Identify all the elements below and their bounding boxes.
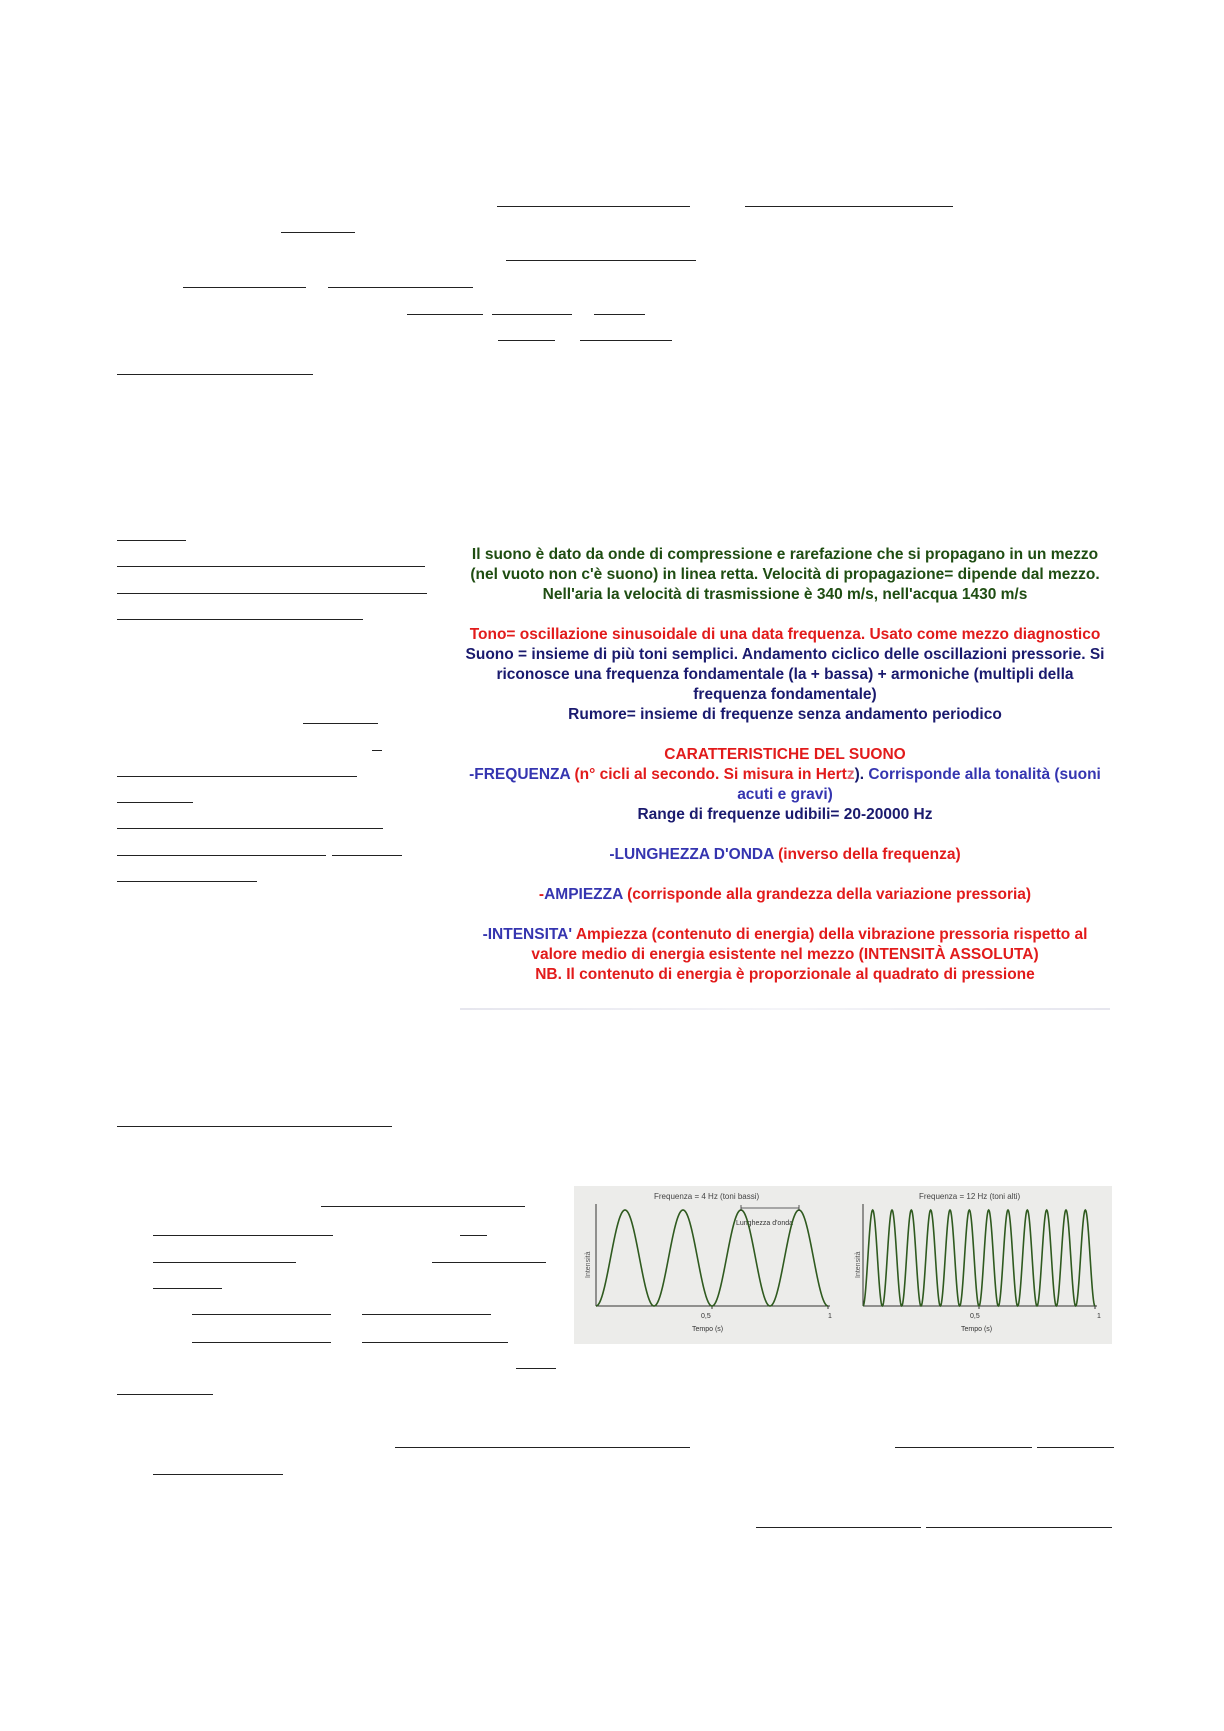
x-tick-mid: 0,5 xyxy=(701,1313,711,1320)
wave-figure xyxy=(574,1186,1112,1344)
int-def: Ampiezza (contenuto di energia) della vibrazione pressoria rispetto al valore medio di energia esistente nel mezzo (INTENSITÀ ASSOLUTA) xyxy=(531,926,1088,963)
y-axis-label: Intensità xyxy=(855,1251,862,1278)
redacted-line xyxy=(506,260,696,261)
freq-corr: Corrisponde alla tonalità (suoni acuti e gravi) xyxy=(737,766,1101,803)
slide-freq-range: Range di frequenze udibili= 20-20000 Hz xyxy=(637,806,933,823)
x-tick-end: 1 xyxy=(1097,1313,1101,1320)
slide-heading: CARATTERISTICHE DEL SUONO xyxy=(664,746,906,763)
slide-intensita xyxy=(460,925,1110,965)
lung-def: (inverso della frequenza) xyxy=(778,846,961,863)
slide-nb: NB. Il contenuto di energia è proporzionale al quadrato di pressione xyxy=(535,966,1035,983)
slide-suono: Suono = insieme di più toni semplici. Andamento ciclico delle oscillazioni pressorie. Si riconosce una frequenza fondamentale (la + bassa) + armoniche (multipli della frequenza fondamentale) xyxy=(465,646,1105,703)
sine-wave-series xyxy=(596,1210,828,1306)
redacted-line xyxy=(321,1206,525,1207)
x-axis-label: Tempo (s) xyxy=(692,1326,724,1333)
slide-bottom-edge xyxy=(460,1008,1110,1010)
redacted-line xyxy=(117,881,257,882)
redacted-line xyxy=(756,1527,921,1528)
redacted-line xyxy=(153,1288,222,1289)
sound-slide xyxy=(460,545,1110,1010)
redacted-line xyxy=(117,374,313,375)
freq-def: (n° cicli al secondo. Si misura in Hert xyxy=(574,766,847,783)
redacted-line xyxy=(192,1342,331,1343)
chart-title: Frequenza = 12 Hz (toni alti) xyxy=(919,1192,1021,1201)
redacted-line xyxy=(117,1394,213,1395)
chart-plot-area xyxy=(574,1186,839,1344)
slide-ampiezza xyxy=(460,885,1110,905)
redacted-line xyxy=(492,314,572,315)
lung-label: -LUNGHEZZA D'ONDA xyxy=(609,846,774,863)
redacted-line xyxy=(328,287,473,288)
redacted-line xyxy=(594,314,645,315)
x-axis-label: Tempo (s) xyxy=(961,1326,993,1333)
redacted-line xyxy=(117,593,427,594)
redacted-line xyxy=(580,340,672,341)
freq-def-z: z xyxy=(846,766,855,783)
redacted-line xyxy=(117,776,357,777)
amp-dash: - xyxy=(538,886,545,903)
int-label: -INTENSITA' xyxy=(482,926,573,943)
redacted-line xyxy=(332,855,402,856)
redacted-line xyxy=(745,206,953,207)
redacted-line xyxy=(895,1447,1032,1448)
chart-low-frequency xyxy=(574,1186,839,1344)
redacted-line xyxy=(117,1126,392,1127)
redacted-line xyxy=(192,1314,331,1315)
redacted-line xyxy=(407,314,483,315)
chart-high-frequency xyxy=(847,1186,1112,1344)
redacted-line xyxy=(153,1474,283,1475)
redacted-line xyxy=(117,566,425,567)
redacted-line xyxy=(281,232,355,233)
redacted-line xyxy=(117,619,363,620)
redacted-line xyxy=(117,855,326,856)
redacted-line xyxy=(117,828,383,829)
redacted-line xyxy=(1037,1447,1114,1448)
redacted-line xyxy=(498,340,555,341)
x-tick-mid: 0,5 xyxy=(970,1313,980,1320)
chart-plot-area xyxy=(847,1186,1112,1344)
slide-lunghezza xyxy=(460,845,1110,865)
chart-title: Frequenza = 4 Hz (toni bassi) xyxy=(654,1192,760,1201)
slide-rumore: Rumore= insieme di frequenze senza andamento periodico xyxy=(568,706,1002,723)
slide-tono: Tono= oscillazione sinusoidale di una data frequenza. Usato come mezzo diagnostico xyxy=(469,626,1101,643)
slide-intro: Il suono è dato da onde di compressione e rarefazione che si propagano in un mezzo (nel vuoto non c'è suono) in linea retta. Velocità di propagazione= dipende dal mezzo. Nell'aria la velocità di trasmissione è 340 m/s, nell'acqua 1430 m/s xyxy=(470,546,1100,603)
redacted-line xyxy=(497,206,690,207)
redacted-line xyxy=(926,1527,1112,1528)
redacted-line xyxy=(372,750,382,751)
redacted-line xyxy=(362,1342,508,1343)
x-tick-end: 1 xyxy=(828,1313,832,1320)
amp-label: AMPIEZZA xyxy=(544,886,623,903)
redacted-line xyxy=(432,1262,546,1263)
redacted-line xyxy=(362,1314,491,1315)
redacted-line xyxy=(153,1235,333,1236)
redacted-line xyxy=(303,723,378,724)
slide-frequenza xyxy=(460,765,1110,805)
redacted-line xyxy=(516,1368,556,1369)
redacted-line xyxy=(183,287,306,288)
redacted-line xyxy=(395,1447,690,1448)
redacted-line xyxy=(117,802,193,803)
redacted-line xyxy=(460,1235,487,1236)
y-axis-label: Intensità xyxy=(585,1251,592,1278)
redacted-line xyxy=(117,540,186,541)
freq-def-close: ). xyxy=(854,766,865,783)
sine-wave-series xyxy=(863,1210,1095,1306)
wavelength-label: Lunghezza d'onda xyxy=(736,1220,793,1227)
amp-def: (corrisponde alla grandezza della variazione pressoria) xyxy=(627,886,1032,903)
freq-label: -FREQUENZA xyxy=(469,766,571,783)
redacted-line xyxy=(153,1262,296,1263)
